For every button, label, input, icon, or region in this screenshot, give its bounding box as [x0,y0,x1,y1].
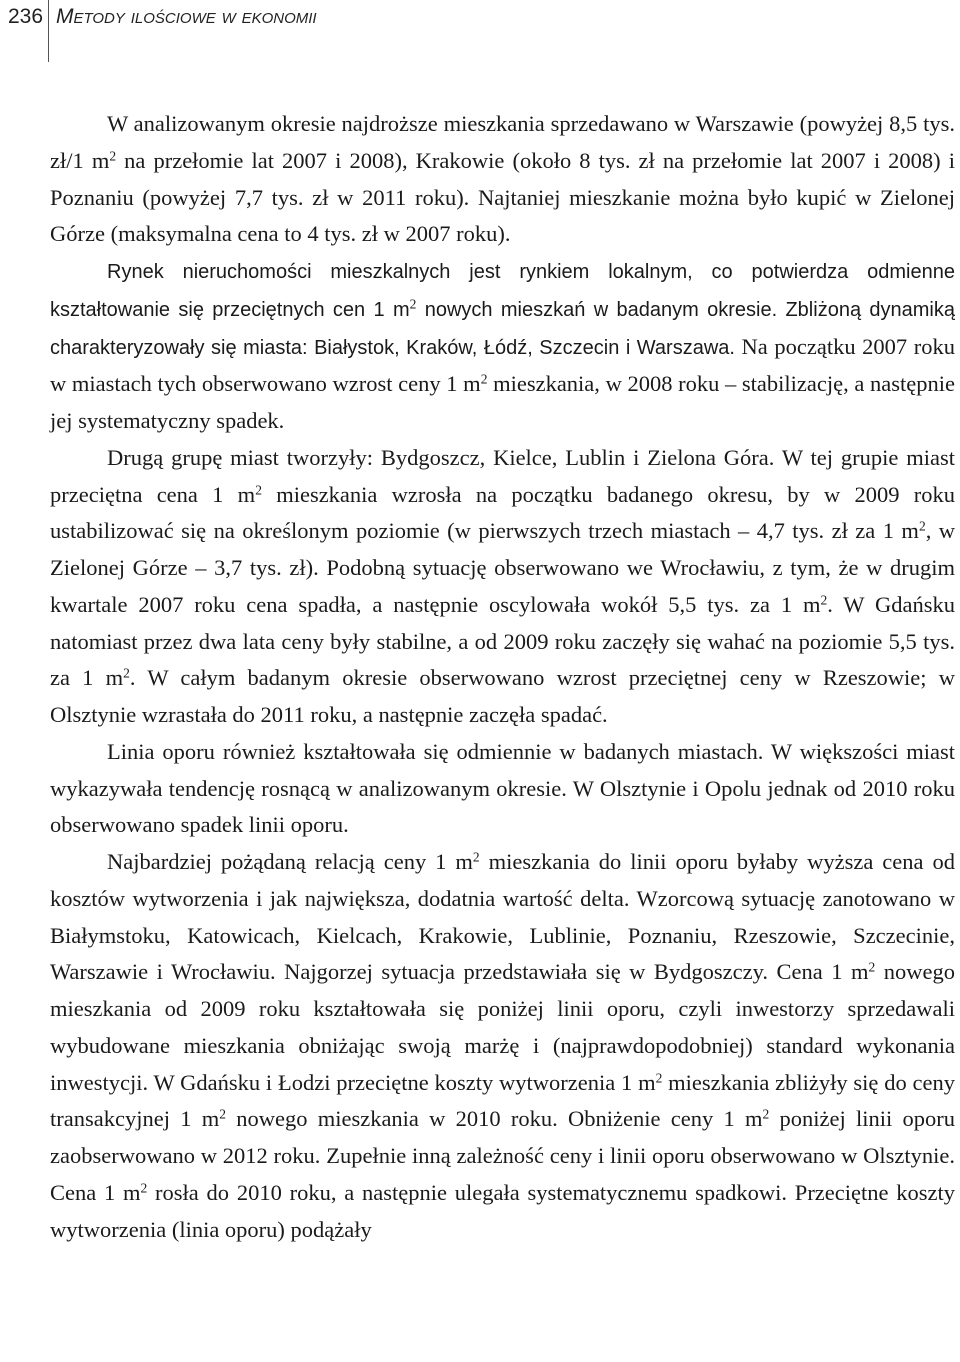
paragraph [50,253,955,440]
paragraph-text: nowego mieszkania od 2009 roku kształtowała się poniżej linii oporu, czyli inwestorzy sprzedawali wybudowane mieszkania obniżając swoją marżę i (najprawdopodobniej) standard wykonania inwestycji. W Gdańsku i Łodzi przeciętne koszty wytworzenia 1 m [50,959,955,1095]
paragraph [50,440,955,734]
paragraph-text: W analizowanym okresie najdroższe mieszkania sprzedawano w Warszawie (powyżej 8,5 tys. zł/1 m [50,111,955,173]
paragraph-text: Drugą grupę miast tworzyły: Bydgoszcz, Kielce, Lublin i Zielona Góra. W tej grupie miast przeciętna cena 1 m [50,444,955,507]
superscript: 2 [255,482,262,498]
paragraph-text: mieszkania, w 2008 roku – stabilizację, a następnie jej systematyczny spadek. [50,371,955,433]
superscript: 2 [820,592,828,608]
paragraph-text: Najbardziej pożądaną relacją ceny 1 m [107,849,473,874]
paragraph-text: Rynek nieruchomości mieszkalnych jest rynkiem lokalnym, co potwierdza odmienne kształtowanie się przeciętnych cen 1 m [50,261,955,321]
superscript: 2 [409,296,417,312]
body-text [50,106,955,1248]
paragraph-text: na przełomie lat 2007 i 2008), Krakowie (około 8 tys. zł na przełomie lat 2007 i 2008) i Poznaniu (powyżej 7,7 tys. zł w 2011 roku). Najtaniej mieszkanie można było kupić w Zielonej Górze (maksymalna cena to 4 tys. zł w 2007 roku). [50,147,955,247]
paragraph-text: mieszkania do linii oporu byłaby wyższa cena od kosztów wytworzenia i jak największa, dodatnia wartość delta. Wzorcową sytuację zanotowano w Białymstoku, Katowicach, Kielcach, Krakowie, Lublinie, Poznaniu, Rzeszowie, Szczecinie, Warszawie i Wrocławiu. Najgorzej sytuacja przedstawiała się w Bydgoszczy. Cena 1 m [50,849,955,985]
superscript: 2 [219,1106,226,1122]
superscript: 2 [918,518,926,534]
paragraph-text: rosła do 2010 roku, a następnie ulegała systematycznemu spadkowi. Przeciętne koszty wytworzenia (linia oporu) podążały [50,1179,956,1242]
paragraph [50,844,955,1248]
superscript: 2 [123,665,130,681]
superscript: 2 [480,371,488,387]
paragraph-text: nowego mieszkania w 2010 roku. Obniżenie ceny 1 m [225,1106,763,1132]
paragraph-text: mieszkania wzrosła na początku badanego okresu, by w 2009 roku ustabilizować się na określonym poziomie (w pierwszych trzech miastach – 4,7 tys. zł za 1 m [50,481,956,544]
superscript: 2 [762,1106,770,1122]
paragraph-text: Linia oporu również kształtowała się odmiennie w badanych miastach. W większości miast wykazywała tendencję rosnącą w analizowanym okresie. W Olsztynie i Opolu jednak od 2010 roku obserwowano spadek linii oporu. [50,738,955,838]
header-divider [48,0,49,62]
paragraph-text: Na początku 2007 roku w miastach tych obserwowano wzrost ceny 1 m [50,333,955,397]
superscript: 2 [655,1070,663,1086]
paragraph-text: . W całym badanym okresie obserwowano wzrost przeciętnej ceny w Rzeszowie; w Olsztynie wzrastała do 2011 roku, a następnie zaczęła spadać. [50,665,955,727]
running-title: Metody ilościowe w ekonomii [56,5,317,28]
paragraph [50,734,955,844]
paragraph-text: nowych mieszkań w badanym okresie. Zbliżoną dynamiką charakteryzowały się miasta: Białystok, Kraków, Łódź, Szczecin i Warszawa. [50,298,955,359]
superscript: 2 [472,849,480,865]
paragraph-text: . W Gdańsku natomiast przez dwa lata ceny były stabilne, a od 2009 roku zaczęły się wahać na poziomie 5,5 tys. za 1 m [50,591,955,691]
superscript: 2 [140,1180,148,1196]
paragraph-text: poniżej linii oporu zaobserwowano w 2012 roku. Zupełnie inną zależność ceny i linii oporu obserwowano w Olsztynie. Cena 1 m [50,1106,956,1205]
paragraph-text: mieszkania zbliżyły się do ceny transakcyjnej 1 m [50,1069,955,1132]
page-number: 236 [8,5,44,28]
superscript: 2 [868,959,876,975]
page-header [0,0,960,60]
paragraph-text: , w Zielonej Górze – 3,7 tys. zł). Podobną sytuację obserwowano we Wrocławiu, z tym, że w drugim kwartale 2007 roku cena spadła, a następnie oscylowała wokół 5,5 tys. za 1 m [50,518,956,617]
paragraph [50,106,955,253]
superscript: 2 [109,148,117,164]
